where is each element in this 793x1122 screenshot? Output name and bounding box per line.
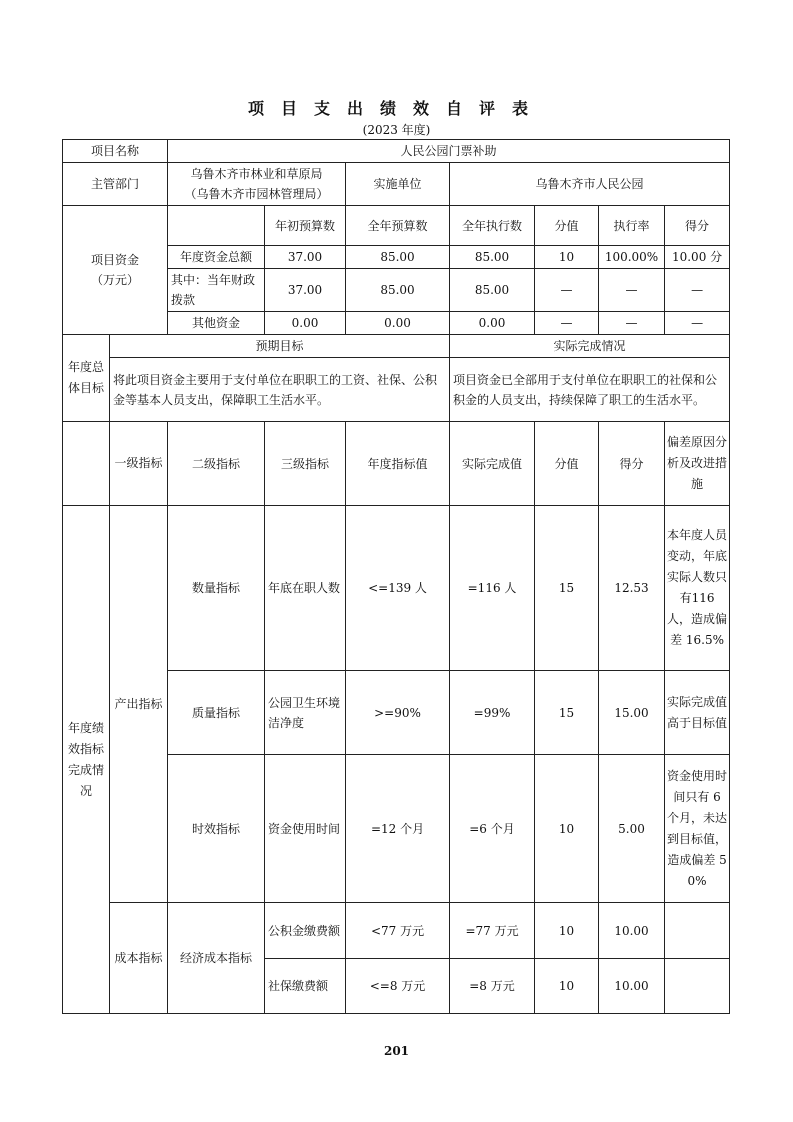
- funds-cell: —: [665, 269, 730, 312]
- funds-cell: —: [665, 312, 730, 335]
- funds-header: 全年执行数: [450, 206, 535, 246]
- deviation-note: 本年度人员变动，年底实际人数只有116 人，造成偏差 16.5%: [665, 506, 730, 671]
- funds-header-blank: [168, 206, 265, 246]
- score: 10.00: [599, 903, 665, 959]
- unit-label: 实施单位: [346, 163, 450, 206]
- funds-row-label: 年度资金总额: [168, 246, 265, 269]
- target-value: <=139 人: [346, 506, 450, 671]
- funds-cell: —: [535, 312, 599, 335]
- funds-cell: 85.00: [450, 246, 535, 269]
- actual-value: =116 人: [450, 506, 535, 671]
- score: 15.00: [599, 671, 665, 755]
- indicators-header-blank: [63, 422, 110, 506]
- level2-indicator: 时效指标: [168, 755, 265, 903]
- indicators-header: 三级指标: [265, 422, 346, 506]
- year-subtitle: (2023 年度): [362, 123, 431, 137]
- indicators-header: 二级指标: [168, 422, 265, 506]
- funds-cell: 0.00: [265, 312, 346, 335]
- funds-cell: 37.00: [265, 269, 346, 312]
- actual-value: =6 个月: [450, 755, 535, 903]
- target-value: =12 个月: [346, 755, 450, 903]
- project-name-label: 项目名称: [63, 140, 168, 163]
- funds-cell: 37.00: [265, 246, 346, 269]
- deviation-note: 资金使用时间只有 6 个月，未达到目标值，造成偏差 50%: [665, 755, 730, 903]
- indicators-header: 年度指标值: [346, 422, 450, 506]
- actual-value: =99%: [450, 671, 535, 755]
- indicators-header: 实际完成值: [450, 422, 535, 506]
- goals-actual-header: 实际完成情况: [450, 335, 730, 358]
- funds-header: 全年预算数: [346, 206, 450, 246]
- funds-label: [63, 206, 168, 335]
- score-value: 10: [535, 959, 599, 1014]
- funds-header: 年初预算数: [265, 206, 346, 246]
- level3-indicator: 资金使用时间: [265, 755, 346, 903]
- level3-indicator: 年底在职人数: [265, 506, 346, 671]
- score-value: 15: [535, 671, 599, 755]
- indicators-header: 一级指标: [110, 422, 168, 506]
- funds-cell: 85.00: [346, 269, 450, 312]
- level3-indicator: 公园卫生环境洁净度: [265, 671, 346, 755]
- indicators-header: 偏差原因分析及改进措施: [665, 422, 730, 506]
- level3-indicator: 公积金缴费额: [265, 903, 346, 959]
- indicators-section-label: 年度绩效指标完成情况: [63, 506, 110, 1014]
- funds-cell: —: [599, 312, 665, 335]
- funds-cell: 10.00 分: [665, 246, 730, 269]
- target-value: >=90%: [346, 671, 450, 755]
- unit-value: 乌鲁木齐市人民公园: [450, 163, 730, 206]
- deviation-note: [665, 903, 730, 959]
- goals-actual-text: 项目资金已全部用于支付单位在职职工的社保和公积金的人员支出，持续保障了职工的生活水平。: [450, 358, 730, 422]
- page-title: 项目支出绩效自评表: [247, 99, 545, 118]
- level2-indicator: 质量指标: [168, 671, 265, 755]
- level2-indicator: 经济成本指标: [168, 903, 265, 1014]
- output-indicator-label: 产出指标: [110, 506, 168, 903]
- funds-header: 执行率: [599, 206, 665, 246]
- goals-label: 年度总体目标: [63, 335, 110, 422]
- dept-value: [168, 163, 346, 206]
- funds-cell: 0.00: [346, 312, 450, 335]
- funds-header: 得分: [665, 206, 730, 246]
- target-value: <77 万元: [346, 903, 450, 959]
- dept-value-line-1: 乌鲁木齐市林业和草原局: [190, 167, 323, 181]
- funds-row-label: 其他资金: [168, 312, 265, 335]
- goals-expected-header: 预期目标: [110, 335, 450, 358]
- page-number: 201: [383, 1044, 410, 1058]
- score: 5.00: [599, 755, 665, 903]
- indicators-header: 分值: [535, 422, 599, 506]
- funds-label-line-2: （万元）: [91, 273, 140, 287]
- funds-cell: —: [535, 269, 599, 312]
- dept-label: 主管部门: [63, 163, 168, 206]
- score-value: 15: [535, 506, 599, 671]
- performance-table: [62, 139, 730, 1014]
- project-name-value: 人民公园门票补助: [168, 140, 730, 163]
- deviation-note: [665, 959, 730, 1014]
- funds-cell: —: [599, 269, 665, 312]
- dept-value-line-2: （乌鲁木齐市园林管理局）: [184, 187, 329, 201]
- funds-cell: 0.00: [450, 312, 535, 335]
- score: 12.53: [599, 506, 665, 671]
- funds-label-line-1: 项目资金: [91, 253, 140, 267]
- actual-value: =8 万元: [450, 959, 535, 1014]
- target-value: <=8 万元: [346, 959, 450, 1014]
- funds-header: 分值: [535, 206, 599, 246]
- funds-cell: 100.00%: [599, 246, 665, 269]
- funds-cell: 85.00: [346, 246, 450, 269]
- level3-indicator: 社保缴费额: [265, 959, 346, 1014]
- deviation-note: 实际完成值高于目标值: [665, 671, 730, 755]
- cost-indicator-label: 成本指标: [110, 903, 168, 1014]
- score: 10.00: [599, 959, 665, 1014]
- actual-value: =77 万元: [450, 903, 535, 959]
- indicators-header: 得分: [599, 422, 665, 506]
- score-value: 10: [535, 903, 599, 959]
- funds-cell: 10: [535, 246, 599, 269]
- score-value: 10: [535, 755, 599, 903]
- funds-row-label: 其中：当年财政拨款: [168, 269, 265, 312]
- funds-cell: 85.00: [450, 269, 535, 312]
- goals-expected-text: 将此项目资金主要用于支付单位在职职工的工资、社保、公积金等基本人员支出，保障职工生活水平。: [110, 358, 450, 422]
- level2-indicator: 数量指标: [168, 506, 265, 671]
